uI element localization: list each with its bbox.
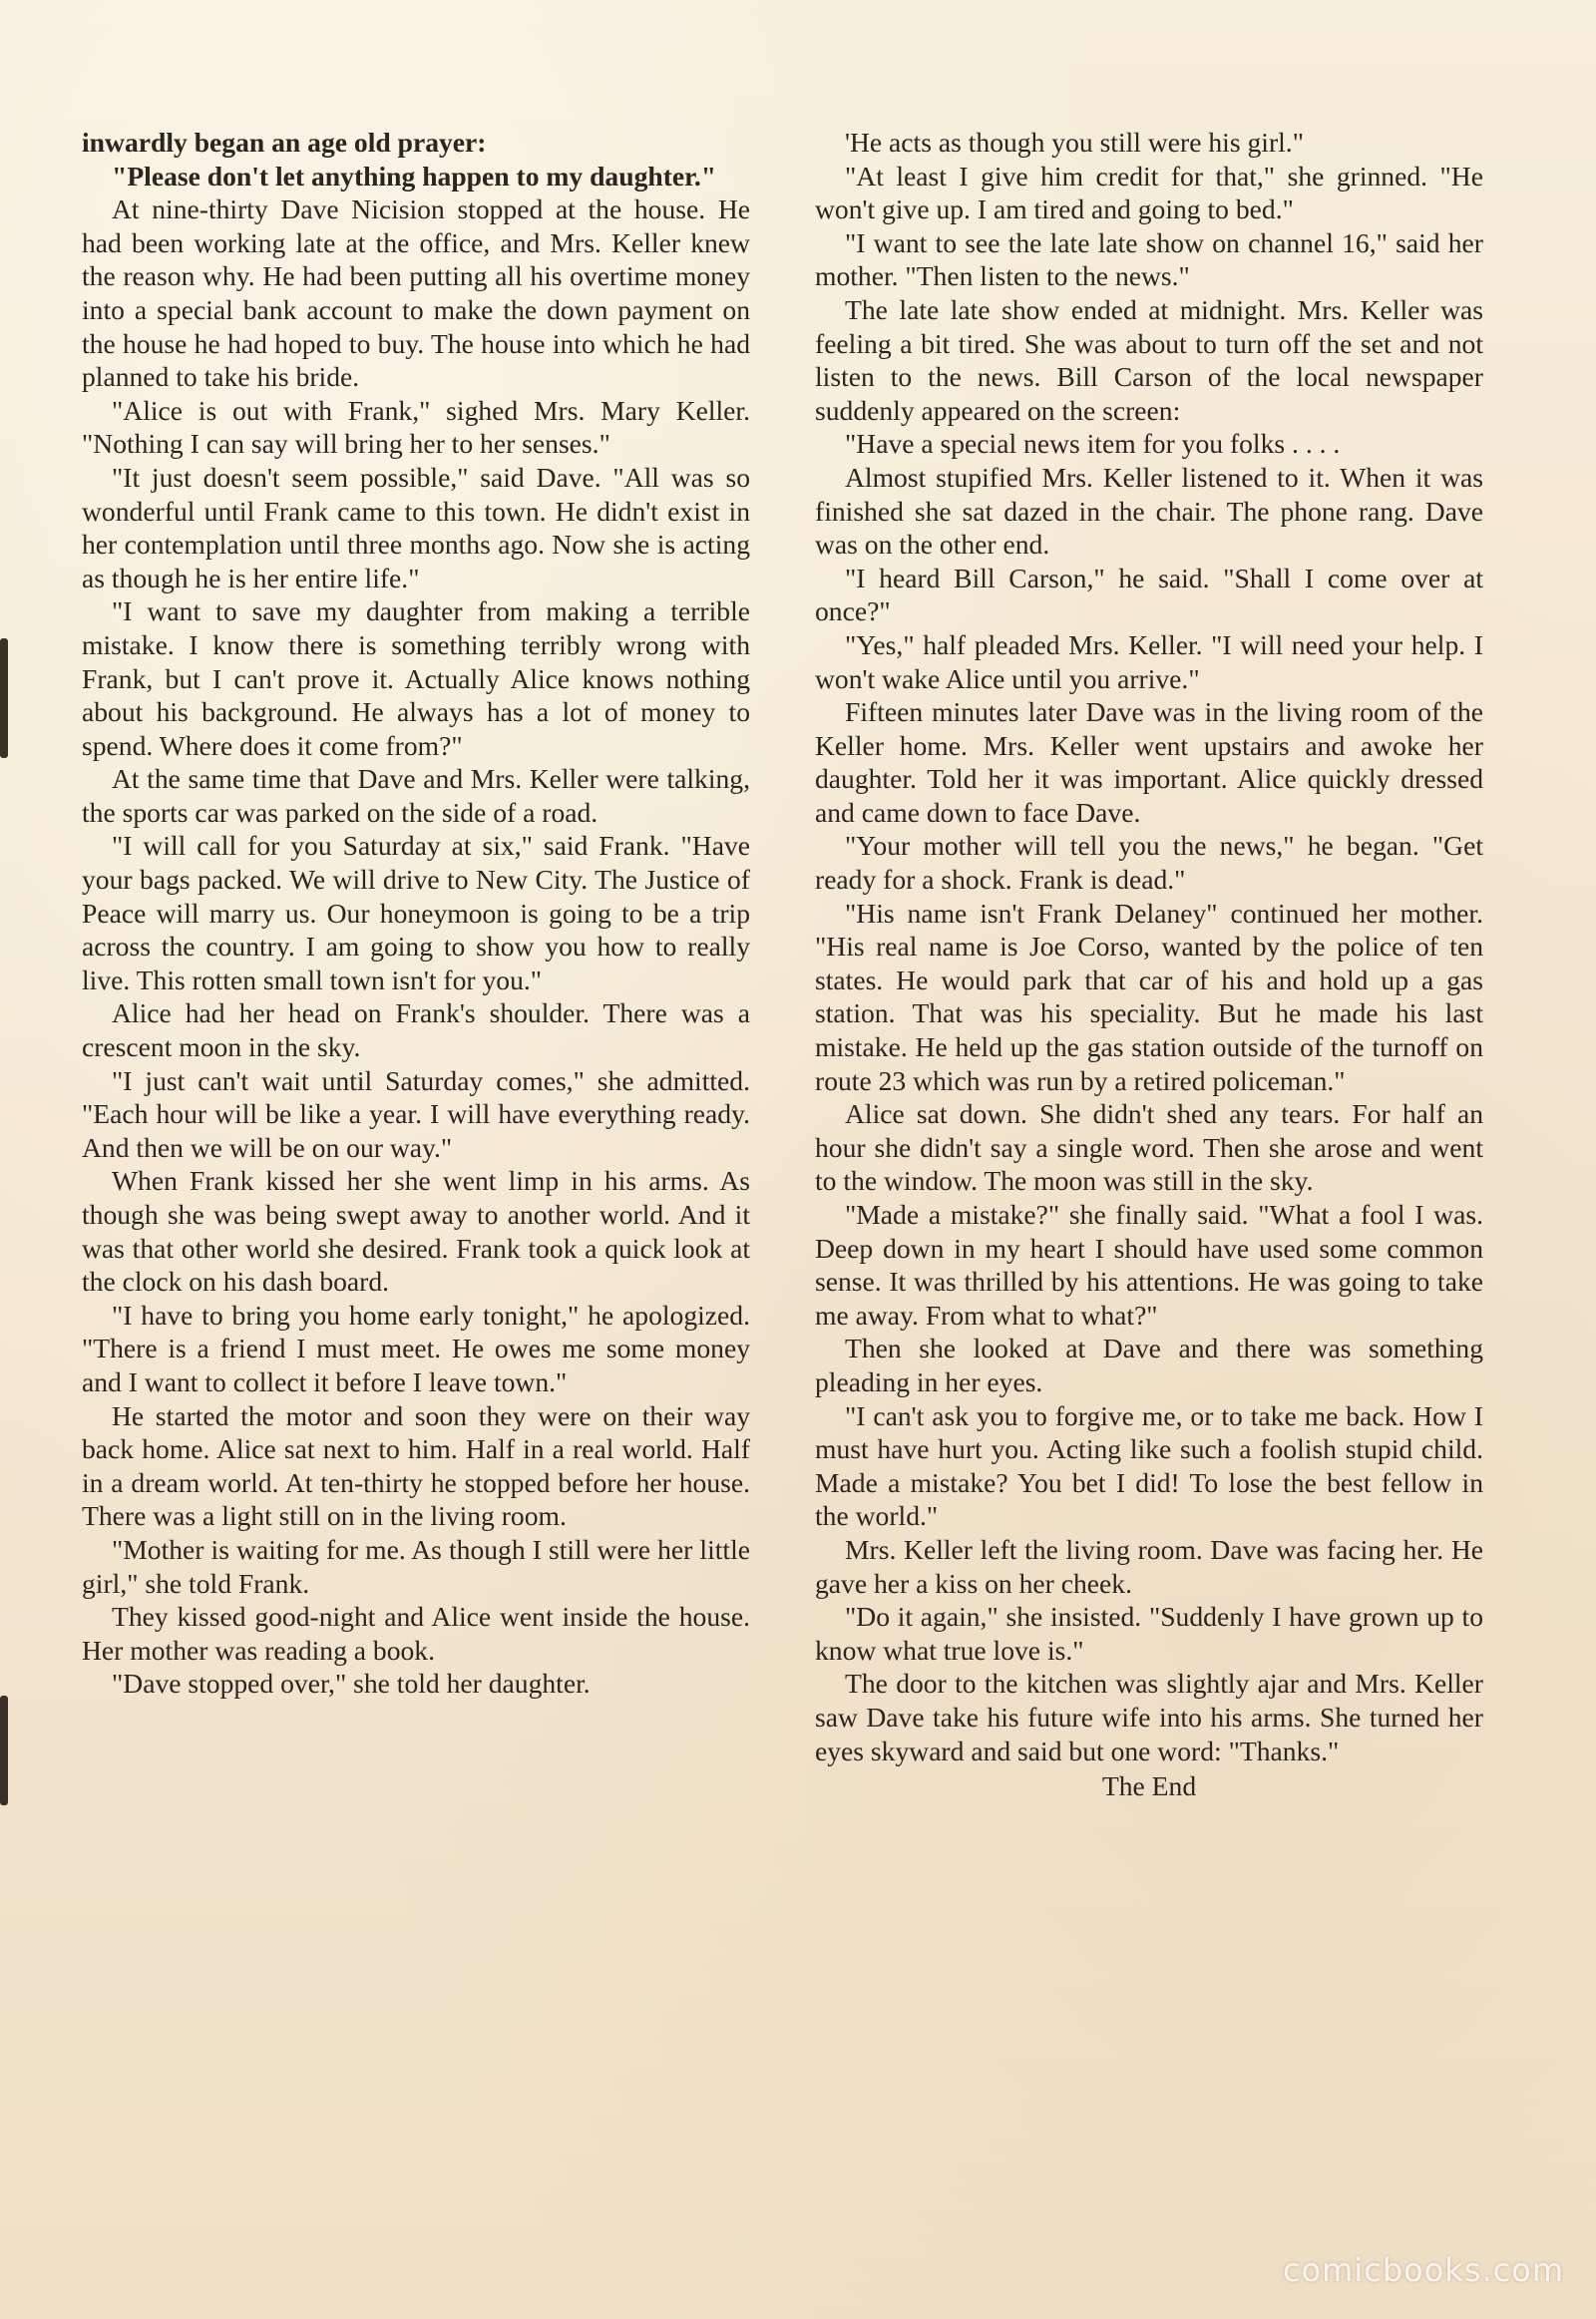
paragraph: At nine-thirty Dave Nicision stopped at the house. He had been working late at the office, and Mrs. Keller knew the reason why. He had been putting all his overtime money into a special bank account to make the down payment on the house he had hoped to buy. The house into which he had planned to take his bride.	[82, 193, 750, 393]
paragraph: The late late show ended at midnight. Mrs. Keller was feeling a bit tired. She was about to turn off the set and not listen to the news. Bill Carson of the local newspaper suddenly appeared on the screen:	[815, 293, 1483, 426]
binding-edge-mark	[0, 1696, 8, 1805]
paragraph: They kissed good-night and Alice went inside the house. Her mother was reading a book.	[82, 1601, 750, 1666]
paragraph: "Please don't let anything happen to my daughter."	[112, 160, 717, 192]
site-watermark: comicbooks.com	[1282, 2251, 1564, 2289]
paragraph: "Do it again," she insisted. "Suddenly I have grown up to know what true love is."	[815, 1601, 1483, 1666]
paragraph: "Have a special news item for you folks . . . .	[845, 428, 1341, 460]
binding-edge-mark	[0, 638, 8, 758]
paragraph: "Your mother will tell you the news," he began. "Get ready for a shock. Frank is dead."	[815, 830, 1483, 896]
left-text-column	[82, 126, 750, 1701]
paragraph: 'He acts as though you still were his girl."	[845, 127, 1304, 158]
paragraph: "His name isn't Frank Delaney" continued her mother. "His real name is Joe Corso, wanted by the police of ten states. He would park that car of his and hold up a gas station. That was his speciality. But he made his last mistake. He held up the gas station outside of the turnoff on route 23 which was run by a retired policeman."	[815, 897, 1483, 1096]
paragraph: At the same time that Dave and Mrs. Keller were talking, the sports car was parked on the side of a road.	[82, 763, 750, 828]
paragraph: "Yes," half pleaded Mrs. Keller. "I will need your help. I won't wake Alice until you arrive."	[815, 628, 1483, 694]
paragraph: Then she looked at Dave and there was something pleading in her eyes.	[815, 1333, 1483, 1397]
paragraph: Mrs. Keller left the living room. Dave was facing her. He gave her a kiss on her cheek.	[815, 1533, 1483, 1599]
paragraph: "I will call for you Saturday at six," said Frank. "Have your bags packed. We will drive to New City. The Justice of Peace will marry us. Our honeymoon is going to be a trip across the country. I am going to show you how to really live. This rotten small town isn't for you."	[82, 830, 750, 995]
paragraph: Fifteen minutes later Dave was in the living room of the Keller home. Mrs. Keller went upstairs and awoke her daughter. Told her it was important. Alice quickly dressed and came down to face Dave.	[815, 696, 1483, 828]
paragraph: Alice had her head on Frank's shoulder. There was a crescent moon in the sky.	[82, 997, 750, 1063]
right-text-column	[815, 126, 1483, 1803]
paragraph: "I have to bring you home early tonight," he apologized. "There is a friend I must meet. He owes me some money and I want to collect it before I leave town."	[82, 1299, 750, 1397]
paragraph: "Dave stopped over," she told her daughter.	[112, 1668, 591, 1700]
the-end-label: The End	[1101, 1770, 1197, 1802]
paragraph: "I heard Bill Carson," he said. "Shall I come over at once?"	[815, 562, 1483, 627]
paragraph: "I just can't wait until Saturday comes," she admitted. "Each hour will be like a year. I will have everything ready. And then we will be on our way."	[82, 1064, 750, 1163]
paragraph: "Made a mistake?" she finally said. "What a fool I was. Deep down in my heart I should have used some common sense. It was thrilled by his attentions. He was going to take me away. From what to what?"	[815, 1199, 1483, 1331]
paragraph: The door to the kitchen was slightly ajar and Mrs. Keller saw Dave take his future wife into his arms. She turned her eyes skyward and said but one word: "Thanks."	[815, 1668, 1483, 1766]
paragraph: "I want to see the late late show on channel 16," said her mother. "Then listen to the news."	[815, 226, 1483, 292]
paragraph: "I want to save my daughter from making a terrible mistake. I know there is something terribly wrong with Frank, but I can't prove it. Actually Alice knows nothing about his background. He always has a lot of money to spend. Where does it come from?"	[82, 595, 750, 761]
paragraph: "Alice is out with Frank," sighed Mrs. Mary Keller. "Nothing I can say will bring her to her senses."	[82, 394, 750, 460]
paragraph: Almost stupified Mrs. Keller listened to it. When it was finished she sat dazed in the chair. The phone rang. Dave was on the other end.	[815, 461, 1483, 561]
paragraph: When Frank kissed her she went limp in his arms. As though she was being swept away to another world. And it was that other world she desired. Frank took a quick look at the clock on his dash board.	[82, 1165, 750, 1298]
paragraph: inwardly began an age old prayer:	[82, 127, 487, 158]
paragraph: He started the motor and soon they were on their way back home. Alice sat next to him. Half in a real world. Half in a dream world. At ten-thirty he stopped before her house. There was a light still on in the living room.	[82, 1399, 750, 1532]
paragraph: "At least I give him credit for that," she grinned. "He won't give up. I am tired and going to bed."	[815, 160, 1483, 225]
paragraph: Alice sat down. She didn't shed any tears. For half an hour she didn't say a single word. Then she arose and went to the window. The moon was still in the sky.	[815, 1098, 1483, 1197]
paragraph: "I can't ask you to forgive me, or to take me back. How I must have hurt you. Acting like such a foolish stupid child. Made a mistake? You bet I did! To lose the best fellow in the world."	[815, 1399, 1483, 1532]
paragraph: "It just doesn't seem possible," said Dave. "All was so wonderful until Frank came to this town. He didn't exist in her contemplation until three months ago. Now she is acting as though he is her entire life."	[82, 461, 750, 593]
paragraph: "Mother is waiting for me. As though I still were her little girl," she told Frank.	[82, 1533, 750, 1599]
